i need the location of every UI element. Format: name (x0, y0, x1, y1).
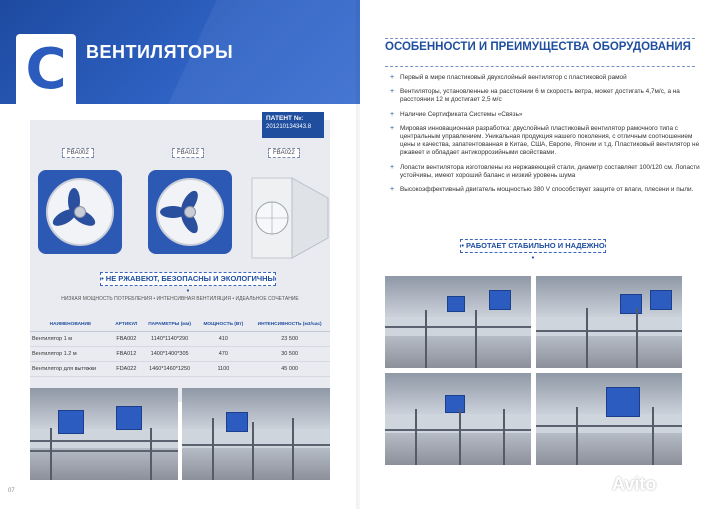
table-cell: Вентилятор 1 м (30, 332, 111, 347)
barn-photo-6 (536, 373, 682, 465)
table-cell: Вентилятор 1.2 м (30, 347, 111, 362)
col-header: НАИМЕНОВАНИЕ (30, 318, 111, 332)
patent-badge (262, 112, 324, 138)
model-tag-fba022: FBA022 (268, 148, 300, 158)
stable-banner: • РАБОТАЕТ СТАБИЛЬНО И НАДЕЖНО • (461, 241, 605, 262)
table-header-row (30, 318, 330, 332)
patent-number: 201210134343.8 (266, 124, 312, 130)
slogan-banner: • НЕ РЖАВЕЮТ, БЕЗОПАСНЫ И ЭКОЛОГИЧНЫ • (101, 274, 275, 295)
list-item: + Вентиляторы, установленные на расстоянии 6 м скорость ветра, может достигать 4,7м/с, а на расстоянии 12 м достигает 2,5 м/с (390, 88, 680, 104)
list-item: + Лопасти вентилятора изготовлены из нержавеющей стали, диаметр составляет 100/120 см. Лопасти устойчивы, имеют хороший баланс и низкий уровень шума (390, 163, 700, 179)
table-cell: 45 000 (249, 362, 330, 377)
bullet-icon: + (390, 110, 395, 118)
table-cell: 30 500 (249, 347, 330, 362)
fan-fba022-image (250, 176, 330, 260)
list-item: + Первый в мире пластиковый двухслойный вентилятор с пластиковой рамой (390, 74, 627, 81)
page-title: ВЕНТИЛЯТОРЫ (86, 42, 234, 62)
patent-label: ПАТЕНТ №: (266, 115, 304, 122)
table-cell: 470 (197, 347, 249, 362)
bullet-icon: + (390, 88, 395, 96)
col-header: МОЩНОСТЬ (Вт) (197, 318, 249, 332)
table-row (30, 362, 330, 377)
model-tag-fba002: FBA002 (62, 148, 94, 158)
avito-watermark: Avito (612, 474, 657, 494)
bullet-icon: + (390, 124, 395, 132)
barn-photo-5 (385, 373, 531, 465)
fan-fba002-image (38, 170, 122, 254)
bullet-icon: + (390, 186, 395, 194)
table-row (30, 347, 330, 362)
features-title: ОСОБЕННОСТИ И ПРЕИМУЩЕСТВА ОБОРУДОВАНИЯ (385, 38, 695, 54)
list-item: + Высокоэффективный двигатель мощностью 380 V способствует защите от влаги, плесени и пыли. (390, 186, 694, 194)
col-header: АРТИКУЛ (111, 318, 142, 332)
list-item: + Наличие Сертификата Системы «Связь» (390, 110, 523, 118)
barn-photo-4 (536, 276, 682, 368)
barn-photo-2 (182, 388, 330, 480)
list-item: + Мировая инновационная разработка: двуслойный пластиковый вентилятор рамочного типа с центральным управлением. Уникальная продукция нашего поколения, с отличным соотношением цены и качества, запатентованная в Китае, США, Европе, Японии и т.д. Пластиковый вентилятор не ржавеет и обладает антикоррозийными свойствами. (390, 124, 700, 157)
col-header: ПАРАМЕТРЫ (мм) (142, 318, 198, 332)
page-number: 07 (8, 488, 15, 494)
sub-features: НИЗКАЯ МОЩНОСТЬ ПОТРЕБЛЕНИЯ • ИНТЕНСИВНАЯ ВЕНТИЛЯЦИЯ • ИДЕАЛЬНОЕ СОЧЕТАНИЕ (61, 296, 299, 302)
fan-fba012-image (148, 170, 232, 254)
table-cell: FBA012 (111, 347, 142, 362)
col-header: ИНТЕНСИВНОСТЬ (м3/час) (249, 318, 330, 332)
title-divider (385, 66, 695, 67)
bullet-icon: + (390, 163, 395, 171)
table-cell: 1100 (197, 362, 249, 377)
table-cell: 410 (197, 332, 249, 347)
model-tag-fba012: FBA012 (172, 148, 204, 158)
table-cell: 1140*1140*290 (142, 332, 198, 347)
table-row (30, 332, 330, 347)
barn-photo-1 (30, 388, 178, 480)
spec-table (30, 318, 330, 377)
avito-logo-icon (592, 476, 610, 494)
section-letter: С (16, 34, 76, 104)
right-page (360, 0, 720, 509)
barn-photo-3 (385, 276, 531, 368)
bullet-icon: + (390, 74, 395, 81)
table-cell: 23 500 (249, 332, 330, 347)
table-cell: FDA022 (111, 362, 142, 377)
table-cell: 1400*1400*305 (142, 347, 198, 362)
table-cell: FBA002 (111, 332, 142, 347)
table-cell: 1460*1460*1250 (142, 362, 198, 377)
table-cell: Вентилятор для вытяжки (30, 362, 111, 377)
features-list (390, 74, 700, 200)
